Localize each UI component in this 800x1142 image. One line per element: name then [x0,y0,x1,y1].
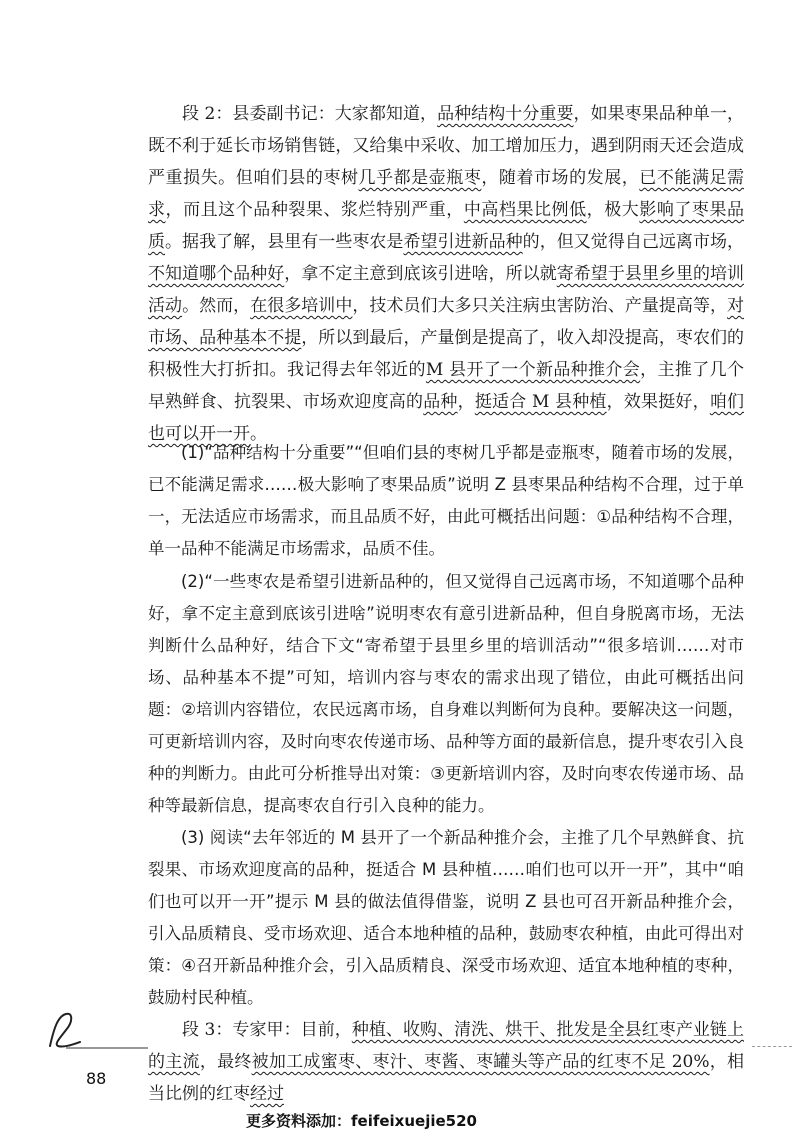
text-run: ，随着市场的发展， [481,168,640,188]
analysis-paragraph-3: (3) 阅读“去年邻近的 M 县开了一个新品种推介会，主推了几个早熟鲜食、抗裂果、市场欢迎度高的品种，挺适合 M 县种植……咱们也可以开一开”，其中“咱们也可以开一开”提示 M 县的做法值得借鉴，说明 Z 县也可召开新品种推介会，引入品质精良、受市场欢迎、适合本地种植的品种，鼓励枣农种植，由此可得出对策：④召开新品种推介会，引入品质精良、深受市场欢迎、适宜本地种植的枣种，鼓励村民种植。 [148,828,744,1007]
underlined-phrase: 中高档果比例低 [463,200,587,220]
pen-signature-icon [40,1008,150,1052]
underlined-phrase: 经过 [250,1084,284,1104]
underlined-phrase: 挺适合 M 县种植 [474,392,607,412]
underlined-phrase: 希望引进新品种 [403,232,523,252]
underlined-phrase: 咱们也可以开一开 [148,392,745,444]
text-run: 。据我了解，县里有一些枣农是 [165,232,404,252]
underlined-phrase: 种植、收购、清洗、烘干、批发是全县红枣产业链上的主流 [148,1020,744,1072]
text-run: ，主推了几个早熟鲜食、抗裂果、市场欢迎度高的 [148,360,745,412]
underlined-phrase: 对市场、品种基本不提 [148,296,745,348]
underlined-phrase: 几乎都是壶瓶枣 [358,168,482,188]
text-run: ，而且这个品种裂果、浆烂特别严重， [165,200,464,220]
analysis-paragraph-1: (1)“品种结构十分重要”“但咱们县的枣树几乎都是壶瓶枣，随着市场的发展，已不能满足需求……极大影响了枣果品质”说明 Z 县枣果品种结构不合理，过于单一，无法适应市场需求，而且品质不好，由此可概括出问题：①品种结构不合理，单一品种不能满足市场需求，品质不佳。 [148,443,744,558]
analysis-paragraph-2: (2)“一些枣农是希望引进新品种的，但又觉得自己远离市场，不知道哪个品种好，拿不定主意到底该引进啥”说明枣农有意引进新品种，但自身脱离市场，无法判断什么品种好，结合下文“寄希望于县里乡里的培训活动”“很多培训……对市场、品种基本不提”可知，培训内容与枣农的需求出现了错位，由此可概括出问题：②培训内容错位，农民远离市场，自身难以判断何为良种。要解决这一问题，可更新培训内容，及时向枣农传递市场、品种等方面的最新信息，提升枣农引入良种的判断力。由此可分析推导出对策：③更新培训内容，及时向枣农传递市场、品种等最新信息，提高枣农自行引入良种的能力。 [148,572,744,815]
text-run: ，效果挺好， [606,392,710,412]
underlined-phrase: 不知道哪个品种好 [148,264,285,284]
text-run: ，所以到最后，产量倒是提高了，收入却没提高，枣农们的积极性大打折扣。我记得去年邻近的 [148,328,744,380]
underlined-phrase: 已不能满足需求 [148,168,745,220]
text-run: ，相当比例的红枣 [148,1052,745,1104]
text-run: 。然而， [182,296,251,316]
footer-watermark-text: 更多资料添加：feifeixuejie520 [246,1112,477,1130]
text-run: ，技术员们大多只关注病虫害防治、产量提高等， [352,296,728,316]
underlined-phrase: 品种结构十分重要 [437,104,574,124]
page-number: 88 [86,1069,107,1088]
underlined-phrase: M 县开了一个新品种推介会 [425,360,641,380]
text-run: 段 3：专家甲：目前， [182,1020,352,1040]
text-run: ， [457,392,475,412]
text-run: ，最终 [199,1052,252,1072]
underlined-phrase: 在很多培训中 [250,296,353,316]
paragraph-duan2 [148,98,744,450]
underlined-phrase: 影响了枣果品质 [148,200,745,252]
text-run: 段 2：县委副书记：大家都知道， [182,104,438,124]
margin-dash-mark [752,1046,792,1047]
text-run: ，极大 [586,200,640,220]
text-run: 。 [250,424,267,444]
text-run: 的，但又觉得自己远离市场， [522,232,745,252]
underlined-phrase: 寄希望于县里乡里的培训活动 [148,264,745,316]
underlined-phrase: 品种 [423,392,458,412]
underlined-phrase: 被加工成蜜枣、枣汁、枣酱、枣罐头等产品的红枣不足 20% [251,1052,710,1072]
text-run: ，拿不定主意到底该引进啥，所以就 [284,264,557,284]
paragraph-duan3 [148,1014,744,1110]
text-run: ，如果枣果品种单一，既不利于延长市场销售链，又给集中采收、加工增加压力，遇到阴雨天还会造成严重损失。但咱们县的枣树 [148,104,744,188]
